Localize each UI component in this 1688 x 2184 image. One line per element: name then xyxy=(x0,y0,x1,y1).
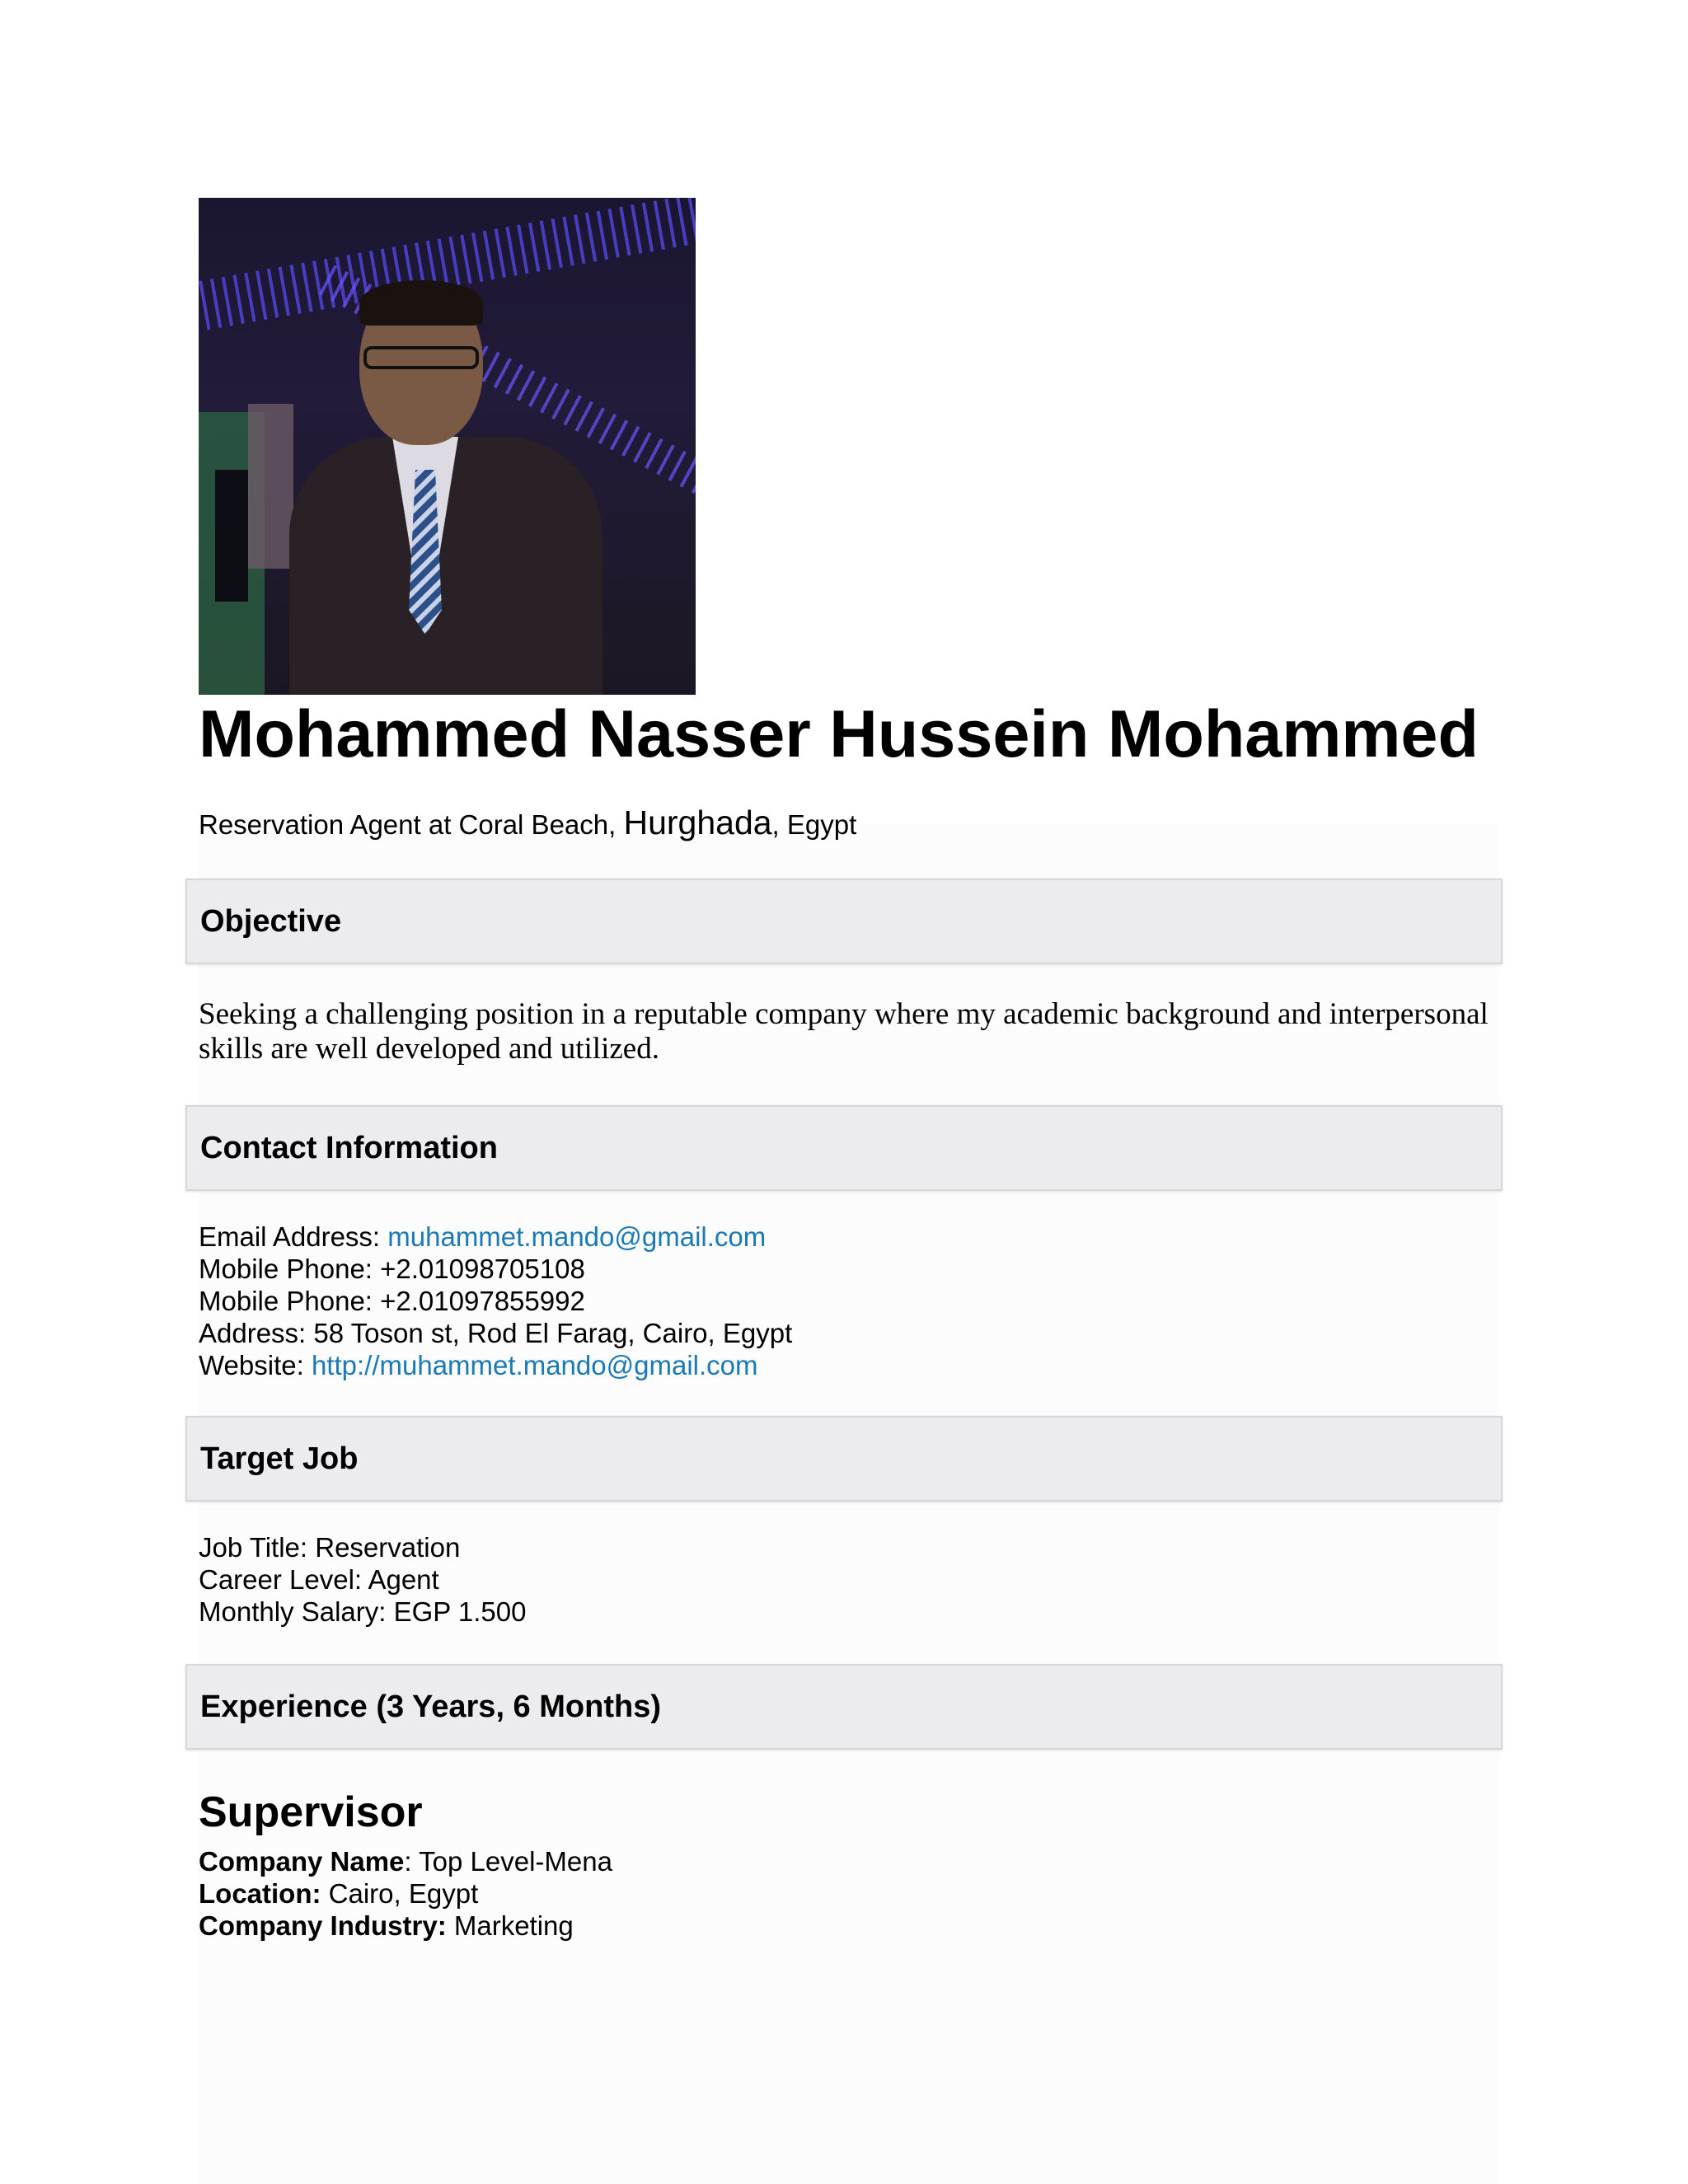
email-label: Email Address: xyxy=(199,1221,388,1252)
company-row xyxy=(199,1845,1501,1877)
mobile-row-2 xyxy=(199,1285,1501,1317)
location-row xyxy=(199,1877,1501,1910)
resume-page xyxy=(199,198,1501,1942)
address-row xyxy=(199,1317,1501,1349)
salary-row xyxy=(199,1596,1501,1628)
address-value: 58 Toson st, Rod El Farag, Cairo, Egypt xyxy=(313,1318,793,1348)
website-label: Website: xyxy=(199,1350,312,1380)
objective-section-header xyxy=(185,879,1503,964)
salary-value: EGP 1.500 xyxy=(393,1596,527,1627)
industry-value: Marketing xyxy=(446,1910,574,1941)
experience-job-details xyxy=(199,1845,1501,1942)
location-label: Location: xyxy=(199,1878,321,1909)
website-link[interactable]: http://muhammet.mando@gmail.com xyxy=(311,1350,758,1380)
target-job-heading: Target Job xyxy=(200,1441,359,1476)
career-level-label: Career Level: xyxy=(199,1564,368,1595)
contact-section-header xyxy=(185,1105,1503,1191)
mobile-row-1 xyxy=(199,1253,1501,1285)
experience-job-title: Supervisor xyxy=(199,1788,423,1836)
career-level-row xyxy=(199,1563,1501,1596)
tagline-city: Hurghada xyxy=(623,804,772,841)
company-value: : Top Level-Mena xyxy=(404,1846,612,1877)
career-level-value: Agent xyxy=(368,1564,439,1595)
experience-heading: Experience (3 Years, 6 Months) xyxy=(200,1689,661,1724)
address-label: Address: xyxy=(199,1318,314,1348)
job-title-value: Reservation xyxy=(315,1532,461,1563)
mobile-value-2: +2.01097855992 xyxy=(380,1286,585,1316)
website-row xyxy=(199,1349,1501,1381)
mobile-label-2: Mobile Phone: xyxy=(199,1286,381,1316)
objective-heading: Objective xyxy=(200,903,342,939)
salary-label: Monthly Salary: xyxy=(199,1596,394,1627)
location-value: Cairo, Egypt xyxy=(321,1878,479,1909)
email-link[interactable]: muhammet.mando@gmail.com xyxy=(387,1221,767,1252)
current-position xyxy=(199,806,1501,841)
mobile-label-1: Mobile Phone: xyxy=(199,1254,381,1284)
company-label: Company Name xyxy=(199,1846,405,1877)
tagline-prefix: Reservation Agent at Coral Beach, xyxy=(199,809,624,840)
job-title-row xyxy=(199,1531,1501,1563)
industry-label: Company Industry: xyxy=(199,1910,447,1941)
objective-text: Seeking a challenging position in a reputable company where my academic background and interpersonal skills are well developed and utilized. xyxy=(199,997,1489,1066)
candidate-name: Mohammed Nasser Hussein Mohammed xyxy=(199,697,1479,771)
tagline-suffix: , Egypt xyxy=(771,809,857,840)
email-row xyxy=(199,1221,1501,1253)
contact-details xyxy=(199,1221,1501,1381)
industry-row xyxy=(199,1910,1501,1942)
contact-heading: Contact Information xyxy=(200,1130,498,1165)
target-job-details xyxy=(199,1531,1501,1628)
mobile-value-1: +2.01098705108 xyxy=(380,1254,585,1284)
profile-photo xyxy=(199,198,696,695)
experience-section-header xyxy=(185,1664,1503,1750)
target-job-section-header xyxy=(185,1416,1503,1502)
job-title-label: Job Title: xyxy=(199,1532,316,1563)
